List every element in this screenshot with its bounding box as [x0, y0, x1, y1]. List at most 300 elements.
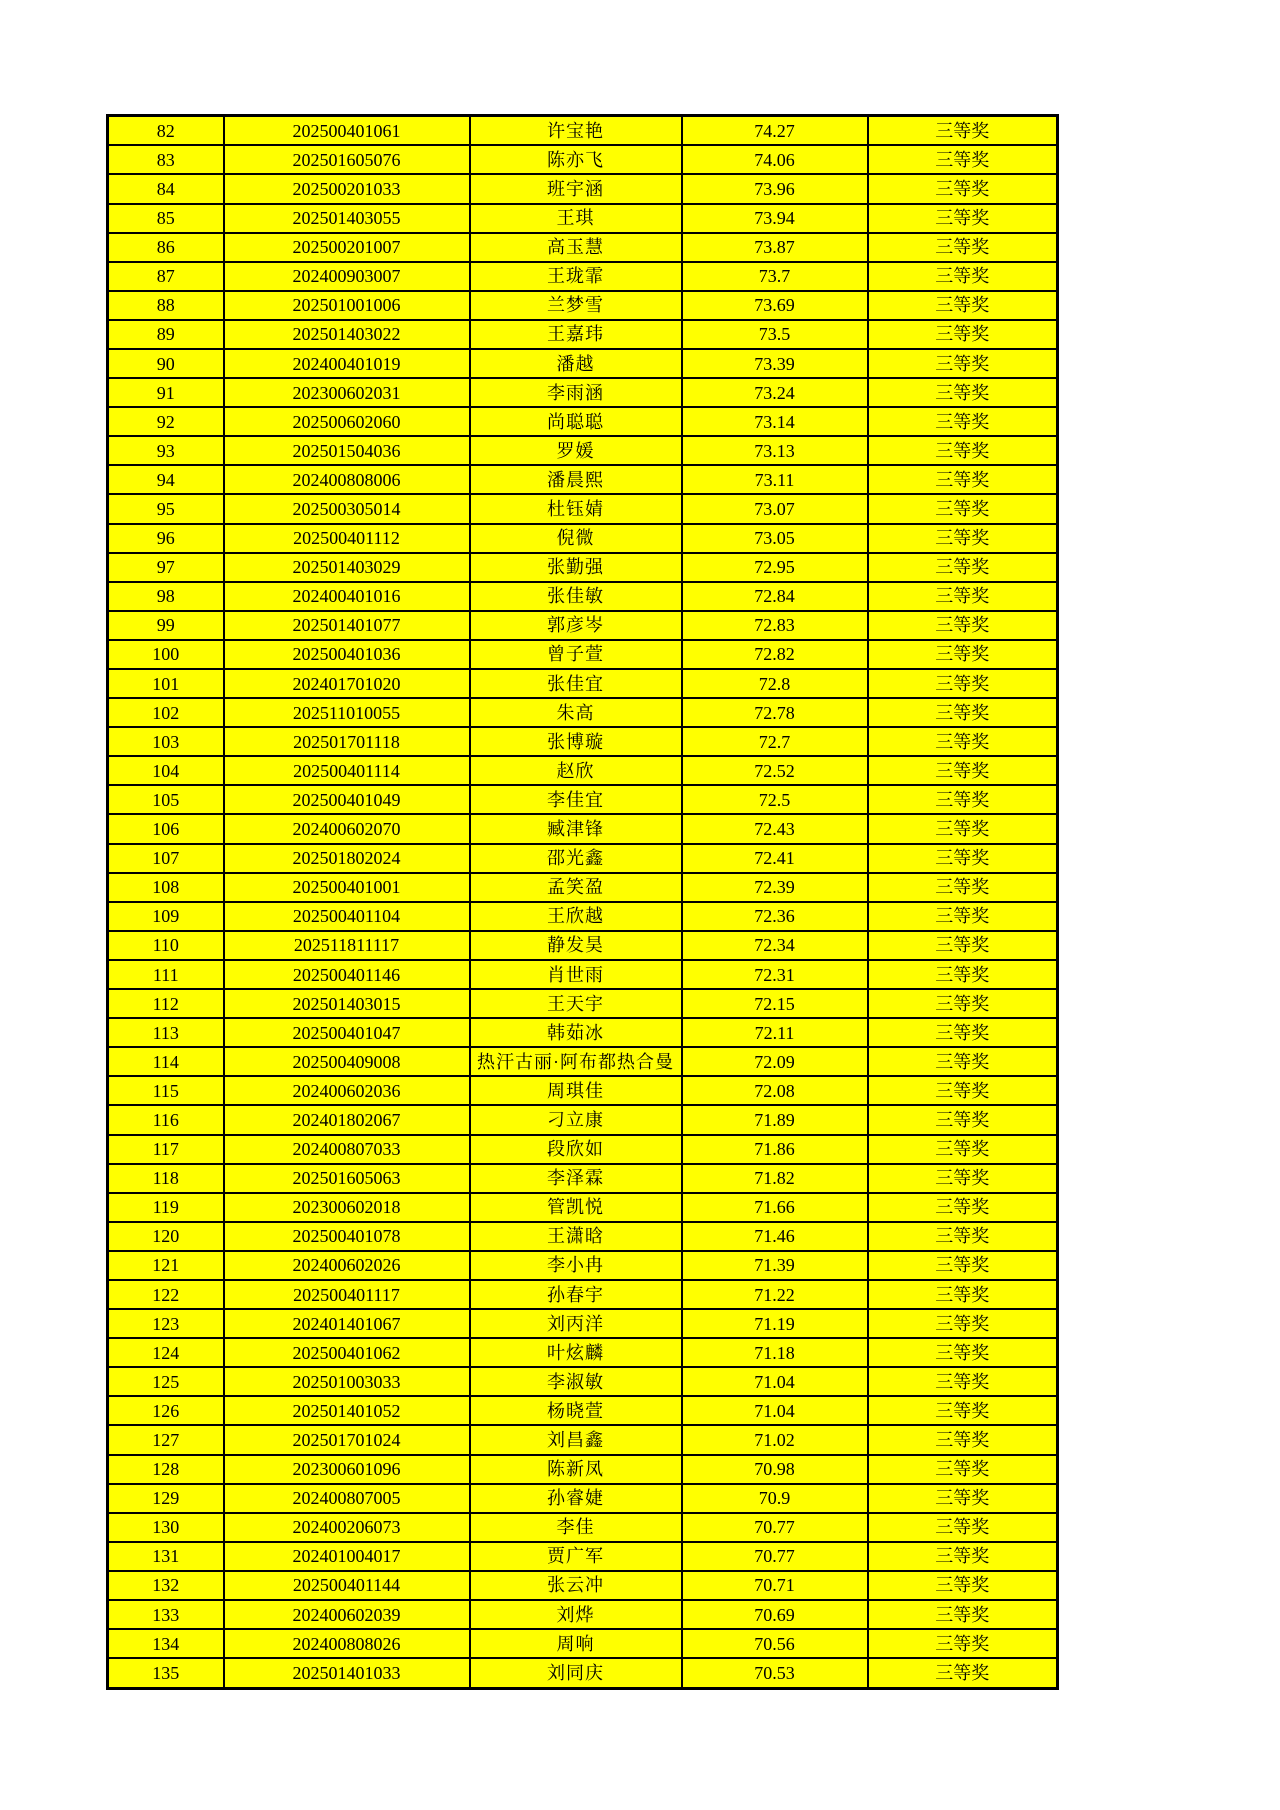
cell-award: 三等奖: [868, 814, 1058, 843]
cell-award: 三等奖: [868, 1571, 1058, 1600]
table-row: [108, 262, 1058, 291]
cell-award: 三等奖: [868, 1135, 1058, 1164]
table-row: [108, 1455, 1058, 1484]
table-row: [108, 785, 1058, 814]
cell-student-id: 202501701024: [224, 1425, 470, 1454]
table-row: [108, 727, 1058, 756]
table-row: [108, 436, 1058, 465]
cell-rank: 120: [108, 1222, 224, 1251]
cell-student-id: 202400602070: [224, 814, 470, 843]
cell-score: 72.08: [682, 1076, 868, 1105]
table-row: [108, 989, 1058, 1018]
table-row: [108, 174, 1058, 203]
cell-score: 70.9: [682, 1484, 868, 1513]
cell-rank: 103: [108, 727, 224, 756]
cell-award: 三等奖: [868, 1105, 1058, 1134]
cell-name: 李淑敏: [470, 1367, 682, 1396]
cell-score: 73.39: [682, 349, 868, 378]
cell-rank: 106: [108, 814, 224, 843]
cell-student-id: 202500401061: [224, 116, 470, 146]
cell-award: 三等奖: [868, 727, 1058, 756]
award-table: [106, 114, 1059, 1690]
cell-student-id: 202501403029: [224, 553, 470, 582]
cell-rank: 88: [108, 291, 224, 320]
cell-name: 张云冲: [470, 1571, 682, 1600]
award-table-body: [108, 116, 1058, 1689]
cell-score: 72.82: [682, 640, 868, 669]
cell-rank: 107: [108, 844, 224, 873]
cell-rank: 84: [108, 174, 224, 203]
cell-name: 郭彦岑: [470, 611, 682, 640]
table-row: [108, 1280, 1058, 1309]
cell-rank: 98: [108, 582, 224, 611]
cell-score: 73.5: [682, 320, 868, 349]
cell-score: 72.8: [682, 669, 868, 698]
cell-student-id: 202401701020: [224, 669, 470, 698]
cell-award: 三等奖: [868, 524, 1058, 553]
cell-name: 张佳宜: [470, 669, 682, 698]
cell-score: 71.19: [682, 1309, 868, 1338]
cell-score: 73.69: [682, 291, 868, 320]
cell-score: 71.89: [682, 1105, 868, 1134]
cell-award: 三等奖: [868, 1658, 1058, 1688]
cell-student-id: 202500401117: [224, 1280, 470, 1309]
table-row: [108, 873, 1058, 902]
table-row: [108, 1367, 1058, 1396]
cell-name: 李泽霖: [470, 1164, 682, 1193]
cell-name: 杨晓萱: [470, 1396, 682, 1425]
cell-award: 三等奖: [868, 378, 1058, 407]
cell-rank: 134: [108, 1629, 224, 1658]
table-row: [108, 669, 1058, 698]
cell-rank: 118: [108, 1164, 224, 1193]
table-row: [108, 582, 1058, 611]
cell-rank: 130: [108, 1513, 224, 1542]
cell-name: 倪微: [470, 524, 682, 553]
cell-award: 三等奖: [868, 145, 1058, 174]
cell-score: 72.52: [682, 756, 868, 785]
cell-name: 周响: [470, 1629, 682, 1658]
cell-award: 三等奖: [868, 1367, 1058, 1396]
cell-award: 三等奖: [868, 1076, 1058, 1105]
cell-score: 71.04: [682, 1367, 868, 1396]
cell-score: 70.69: [682, 1600, 868, 1629]
cell-name: 刘同庆: [470, 1658, 682, 1688]
table-row: [108, 1076, 1058, 1105]
cell-award: 三等奖: [868, 494, 1058, 523]
cell-award: 三等奖: [868, 1222, 1058, 1251]
cell-score: 72.41: [682, 844, 868, 873]
cell-award: 三等奖: [868, 1280, 1058, 1309]
cell-award: 三等奖: [868, 1542, 1058, 1571]
cell-student-id: 202500401049: [224, 785, 470, 814]
cell-award: 三等奖: [868, 1164, 1058, 1193]
cell-student-id: 202500401144: [224, 1571, 470, 1600]
cell-score: 71.39: [682, 1251, 868, 1280]
table-row: [108, 1018, 1058, 1047]
cell-rank: 96: [108, 524, 224, 553]
cell-award: 三等奖: [868, 1425, 1058, 1454]
cell-score: 72.34: [682, 931, 868, 960]
cell-student-id: 202500401112: [224, 524, 470, 553]
cell-rank: 127: [108, 1425, 224, 1454]
table-row: [108, 1222, 1058, 1251]
cell-award: 三等奖: [868, 1455, 1058, 1484]
cell-award: 三等奖: [868, 116, 1058, 146]
table-row: [108, 611, 1058, 640]
cell-score: 73.7: [682, 262, 868, 291]
cell-student-id: 202501401052: [224, 1396, 470, 1425]
table-row: [108, 1047, 1058, 1076]
cell-rank: 85: [108, 204, 224, 233]
cell-student-id: 202400807005: [224, 1484, 470, 1513]
cell-student-id: 202400903007: [224, 262, 470, 291]
cell-name: 朱高: [470, 698, 682, 727]
cell-award: 三等奖: [868, 349, 1058, 378]
cell-score: 72.78: [682, 698, 868, 727]
cell-award: 三等奖: [868, 873, 1058, 902]
cell-award: 三等奖: [868, 640, 1058, 669]
cell-award: 三等奖: [868, 291, 1058, 320]
cell-award: 三等奖: [868, 1396, 1058, 1425]
cell-score: 71.86: [682, 1135, 868, 1164]
cell-name: 尚聪聪: [470, 407, 682, 436]
cell-award: 三等奖: [868, 698, 1058, 727]
cell-student-id: 202500305014: [224, 494, 470, 523]
cell-award: 三等奖: [868, 931, 1058, 960]
table-row: [108, 1338, 1058, 1367]
cell-rank: 131: [108, 1542, 224, 1571]
table-row: [108, 1542, 1058, 1571]
cell-award: 三等奖: [868, 1513, 1058, 1542]
cell-student-id: 202500409008: [224, 1047, 470, 1076]
cell-student-id: 202501605063: [224, 1164, 470, 1193]
cell-student-id: 202501401077: [224, 611, 470, 640]
cell-name: 张勤强: [470, 553, 682, 582]
cell-award: 三等奖: [868, 233, 1058, 262]
cell-score: 70.56: [682, 1629, 868, 1658]
table-row: [108, 1193, 1058, 1222]
cell-rank: 97: [108, 553, 224, 582]
cell-rank: 86: [108, 233, 224, 262]
table-row: [108, 1658, 1058, 1688]
cell-name: 刘丙洋: [470, 1309, 682, 1338]
cell-student-id: 202501701118: [224, 727, 470, 756]
cell-score: 71.82: [682, 1164, 868, 1193]
cell-rank: 104: [108, 756, 224, 785]
table-row: [108, 1571, 1058, 1600]
cell-score: 72.7: [682, 727, 868, 756]
cell-score: 73.96: [682, 174, 868, 203]
cell-score: 72.36: [682, 902, 868, 931]
cell-rank: 83: [108, 145, 224, 174]
table-row: [108, 1396, 1058, 1425]
cell-award: 三等奖: [868, 436, 1058, 465]
cell-name: 张佳敏: [470, 582, 682, 611]
cell-student-id: 202400808026: [224, 1629, 470, 1658]
cell-rank: 105: [108, 785, 224, 814]
cell-score: 70.98: [682, 1455, 868, 1484]
cell-name: 管凯悦: [470, 1193, 682, 1222]
table-row: [108, 524, 1058, 553]
cell-score: 70.71: [682, 1571, 868, 1600]
cell-name: 韩茹冰: [470, 1018, 682, 1047]
cell-student-id: 202501605076: [224, 145, 470, 174]
cell-award: 三等奖: [868, 1629, 1058, 1658]
cell-rank: 119: [108, 1193, 224, 1222]
table-row: [108, 844, 1058, 873]
cell-award: 三等奖: [868, 320, 1058, 349]
table-row: [108, 1484, 1058, 1513]
cell-award: 三等奖: [868, 582, 1058, 611]
cell-name: 周琪佳: [470, 1076, 682, 1105]
cell-score: 72.15: [682, 989, 868, 1018]
table-row: [108, 1629, 1058, 1658]
cell-score: 72.09: [682, 1047, 868, 1076]
cell-rank: 133: [108, 1600, 224, 1629]
cell-rank: 109: [108, 902, 224, 931]
table-row: [108, 698, 1058, 727]
cell-score: 70.77: [682, 1542, 868, 1571]
table-row: [108, 407, 1058, 436]
cell-name: 李佳宜: [470, 785, 682, 814]
table-row: [108, 145, 1058, 174]
cell-name: 曾子萱: [470, 640, 682, 669]
cell-student-id: 202501504036: [224, 436, 470, 465]
cell-award: 三等奖: [868, 902, 1058, 931]
cell-name: 许宝艳: [470, 116, 682, 146]
table-row: [108, 204, 1058, 233]
table-row: [108, 1309, 1058, 1338]
cell-student-id: 202401802067: [224, 1105, 470, 1134]
cell-name: 罗媛: [470, 436, 682, 465]
table-row: [108, 1513, 1058, 1542]
cell-student-id: 202501403015: [224, 989, 470, 1018]
cell-score: 71.22: [682, 1280, 868, 1309]
table-row: [108, 291, 1058, 320]
cell-student-id: 202500401114: [224, 756, 470, 785]
cell-student-id: 202501401033: [224, 1658, 470, 1688]
cell-score: 73.13: [682, 436, 868, 465]
table-row: [108, 320, 1058, 349]
cell-student-id: 202501001006: [224, 291, 470, 320]
cell-award: 三等奖: [868, 1047, 1058, 1076]
cell-award: 三等奖: [868, 174, 1058, 203]
cell-student-id: 202400807033: [224, 1135, 470, 1164]
cell-score: 70.53: [682, 1658, 868, 1688]
table-row: [108, 378, 1058, 407]
cell-student-id: 202501802024: [224, 844, 470, 873]
cell-award: 三等奖: [868, 756, 1058, 785]
cell-student-id: 202401401067: [224, 1309, 470, 1338]
table-row: [108, 931, 1058, 960]
cell-score: 71.66: [682, 1193, 868, 1222]
cell-score: 71.18: [682, 1338, 868, 1367]
table-row: [108, 349, 1058, 378]
cell-student-id: 202501403022: [224, 320, 470, 349]
cell-score: 74.27: [682, 116, 868, 146]
cell-award: 三等奖: [868, 785, 1058, 814]
cell-rank: 121: [108, 1251, 224, 1280]
cell-rank: 115: [108, 1076, 224, 1105]
cell-student-id: 202400206073: [224, 1513, 470, 1542]
cell-rank: 135: [108, 1658, 224, 1688]
cell-rank: 91: [108, 378, 224, 407]
cell-award: 三等奖: [868, 204, 1058, 233]
cell-rank: 124: [108, 1338, 224, 1367]
cell-score: 73.24: [682, 378, 868, 407]
cell-score: 71.02: [682, 1425, 868, 1454]
cell-award: 三等奖: [868, 1018, 1058, 1047]
cell-name: 贾广军: [470, 1542, 682, 1571]
cell-student-id: 202500401104: [224, 902, 470, 931]
cell-award: 三等奖: [868, 611, 1058, 640]
cell-award: 三等奖: [868, 407, 1058, 436]
cell-rank: 100: [108, 640, 224, 669]
cell-score: 71.46: [682, 1222, 868, 1251]
table-row: [108, 640, 1058, 669]
cell-student-id: 202300602031: [224, 378, 470, 407]
cell-award: 三等奖: [868, 989, 1058, 1018]
cell-rank: 113: [108, 1018, 224, 1047]
cell-rank: 95: [108, 494, 224, 523]
cell-name: 赵欣: [470, 756, 682, 785]
cell-student-id: 202511811117: [224, 931, 470, 960]
cell-rank: 90: [108, 349, 224, 378]
cell-award: 三等奖: [868, 1600, 1058, 1629]
cell-score: 73.05: [682, 524, 868, 553]
cell-student-id: 202500401047: [224, 1018, 470, 1047]
cell-student-id: 202500201033: [224, 174, 470, 203]
cell-award: 三等奖: [868, 844, 1058, 873]
table-row: [108, 814, 1058, 843]
cell-score: 72.83: [682, 611, 868, 640]
cell-award: 三等奖: [868, 1338, 1058, 1367]
cell-score: 72.11: [682, 1018, 868, 1047]
table-row: [108, 116, 1058, 146]
cell-student-id: 202400602039: [224, 1600, 470, 1629]
cell-award: 三等奖: [868, 669, 1058, 698]
cell-rank: 123: [108, 1309, 224, 1338]
cell-name: 王嘉玮: [470, 320, 682, 349]
cell-rank: 128: [108, 1455, 224, 1484]
cell-student-id: 202401004017: [224, 1542, 470, 1571]
cell-score: 72.39: [682, 873, 868, 902]
cell-rank: 122: [108, 1280, 224, 1309]
table-row: [108, 494, 1058, 523]
cell-name: 孙睿婕: [470, 1484, 682, 1513]
cell-rank: 117: [108, 1135, 224, 1164]
table-row: [108, 756, 1058, 785]
cell-name: 李雨涵: [470, 378, 682, 407]
cell-student-id: 202500401001: [224, 873, 470, 902]
cell-name: 张博璇: [470, 727, 682, 756]
cell-rank: 89: [108, 320, 224, 349]
cell-name: 兰梦雪: [470, 291, 682, 320]
cell-name: 静发昊: [470, 931, 682, 960]
cell-rank: 125: [108, 1367, 224, 1396]
cell-name: 陈新凤: [470, 1455, 682, 1484]
cell-rank: 126: [108, 1396, 224, 1425]
cell-student-id: 202500401062: [224, 1338, 470, 1367]
cell-rank: 99: [108, 611, 224, 640]
cell-rank: 116: [108, 1105, 224, 1134]
table-row: [108, 1600, 1058, 1629]
cell-name: 臧津锋: [470, 814, 682, 843]
cell-rank: 101: [108, 669, 224, 698]
cell-name: 段欣如: [470, 1135, 682, 1164]
cell-name: 班宇涵: [470, 174, 682, 203]
cell-name: 王潇晗: [470, 1222, 682, 1251]
cell-name: 王天宇: [470, 989, 682, 1018]
cell-name: 王琪: [470, 204, 682, 233]
cell-score: 71.04: [682, 1396, 868, 1425]
cell-rank: 111: [108, 960, 224, 989]
cell-name: 李小冉: [470, 1251, 682, 1280]
cell-name: 潘晨熙: [470, 465, 682, 494]
cell-student-id: 202501403055: [224, 204, 470, 233]
cell-score: 70.77: [682, 1513, 868, 1542]
cell-rank: 92: [108, 407, 224, 436]
cell-name: 陈亦飞: [470, 145, 682, 174]
cell-student-id: 202500401078: [224, 1222, 470, 1251]
cell-rank: 108: [108, 873, 224, 902]
cell-name: 潘越: [470, 349, 682, 378]
cell-student-id: 202500401146: [224, 960, 470, 989]
cell-award: 三等奖: [868, 1309, 1058, 1338]
cell-name: 热汗古丽·阿布都热合曼: [470, 1047, 682, 1076]
cell-award: 三等奖: [868, 465, 1058, 494]
cell-student-id: 202300601096: [224, 1455, 470, 1484]
cell-name: 邵光鑫: [470, 844, 682, 873]
cell-student-id: 202500401036: [224, 640, 470, 669]
table-row: [108, 1164, 1058, 1193]
cell-score: 73.14: [682, 407, 868, 436]
cell-score: 72.43: [682, 814, 868, 843]
cell-rank: 132: [108, 1571, 224, 1600]
cell-name: 孙春宇: [470, 1280, 682, 1309]
cell-rank: 110: [108, 931, 224, 960]
cell-award: 三等奖: [868, 553, 1058, 582]
cell-name: 高玉慧: [470, 233, 682, 262]
cell-rank: 102: [108, 698, 224, 727]
cell-award: 三等奖: [868, 1193, 1058, 1222]
cell-rank: 114: [108, 1047, 224, 1076]
cell-student-id: 202501003033: [224, 1367, 470, 1396]
cell-award: 三等奖: [868, 1484, 1058, 1513]
table-row: [108, 233, 1058, 262]
cell-name: 王珑霏: [470, 262, 682, 291]
cell-student-id: 202511010055: [224, 698, 470, 727]
cell-name: 孟笑盈: [470, 873, 682, 902]
cell-rank: 94: [108, 465, 224, 494]
cell-name: 叶炫麟: [470, 1338, 682, 1367]
cell-student-id: 202500602060: [224, 407, 470, 436]
cell-score: 72.95: [682, 553, 868, 582]
cell-name: 李佳: [470, 1513, 682, 1542]
table-row: [108, 960, 1058, 989]
table-row: [108, 1251, 1058, 1280]
cell-student-id: 202400602026: [224, 1251, 470, 1280]
cell-score: 73.07: [682, 494, 868, 523]
table-row: [108, 553, 1058, 582]
cell-rank: 129: [108, 1484, 224, 1513]
cell-name: 刁立康: [470, 1105, 682, 1134]
cell-award: 三等奖: [868, 1251, 1058, 1280]
cell-score: 72.84: [682, 582, 868, 611]
table-row: [108, 1425, 1058, 1454]
cell-name: 王欣越: [470, 902, 682, 931]
